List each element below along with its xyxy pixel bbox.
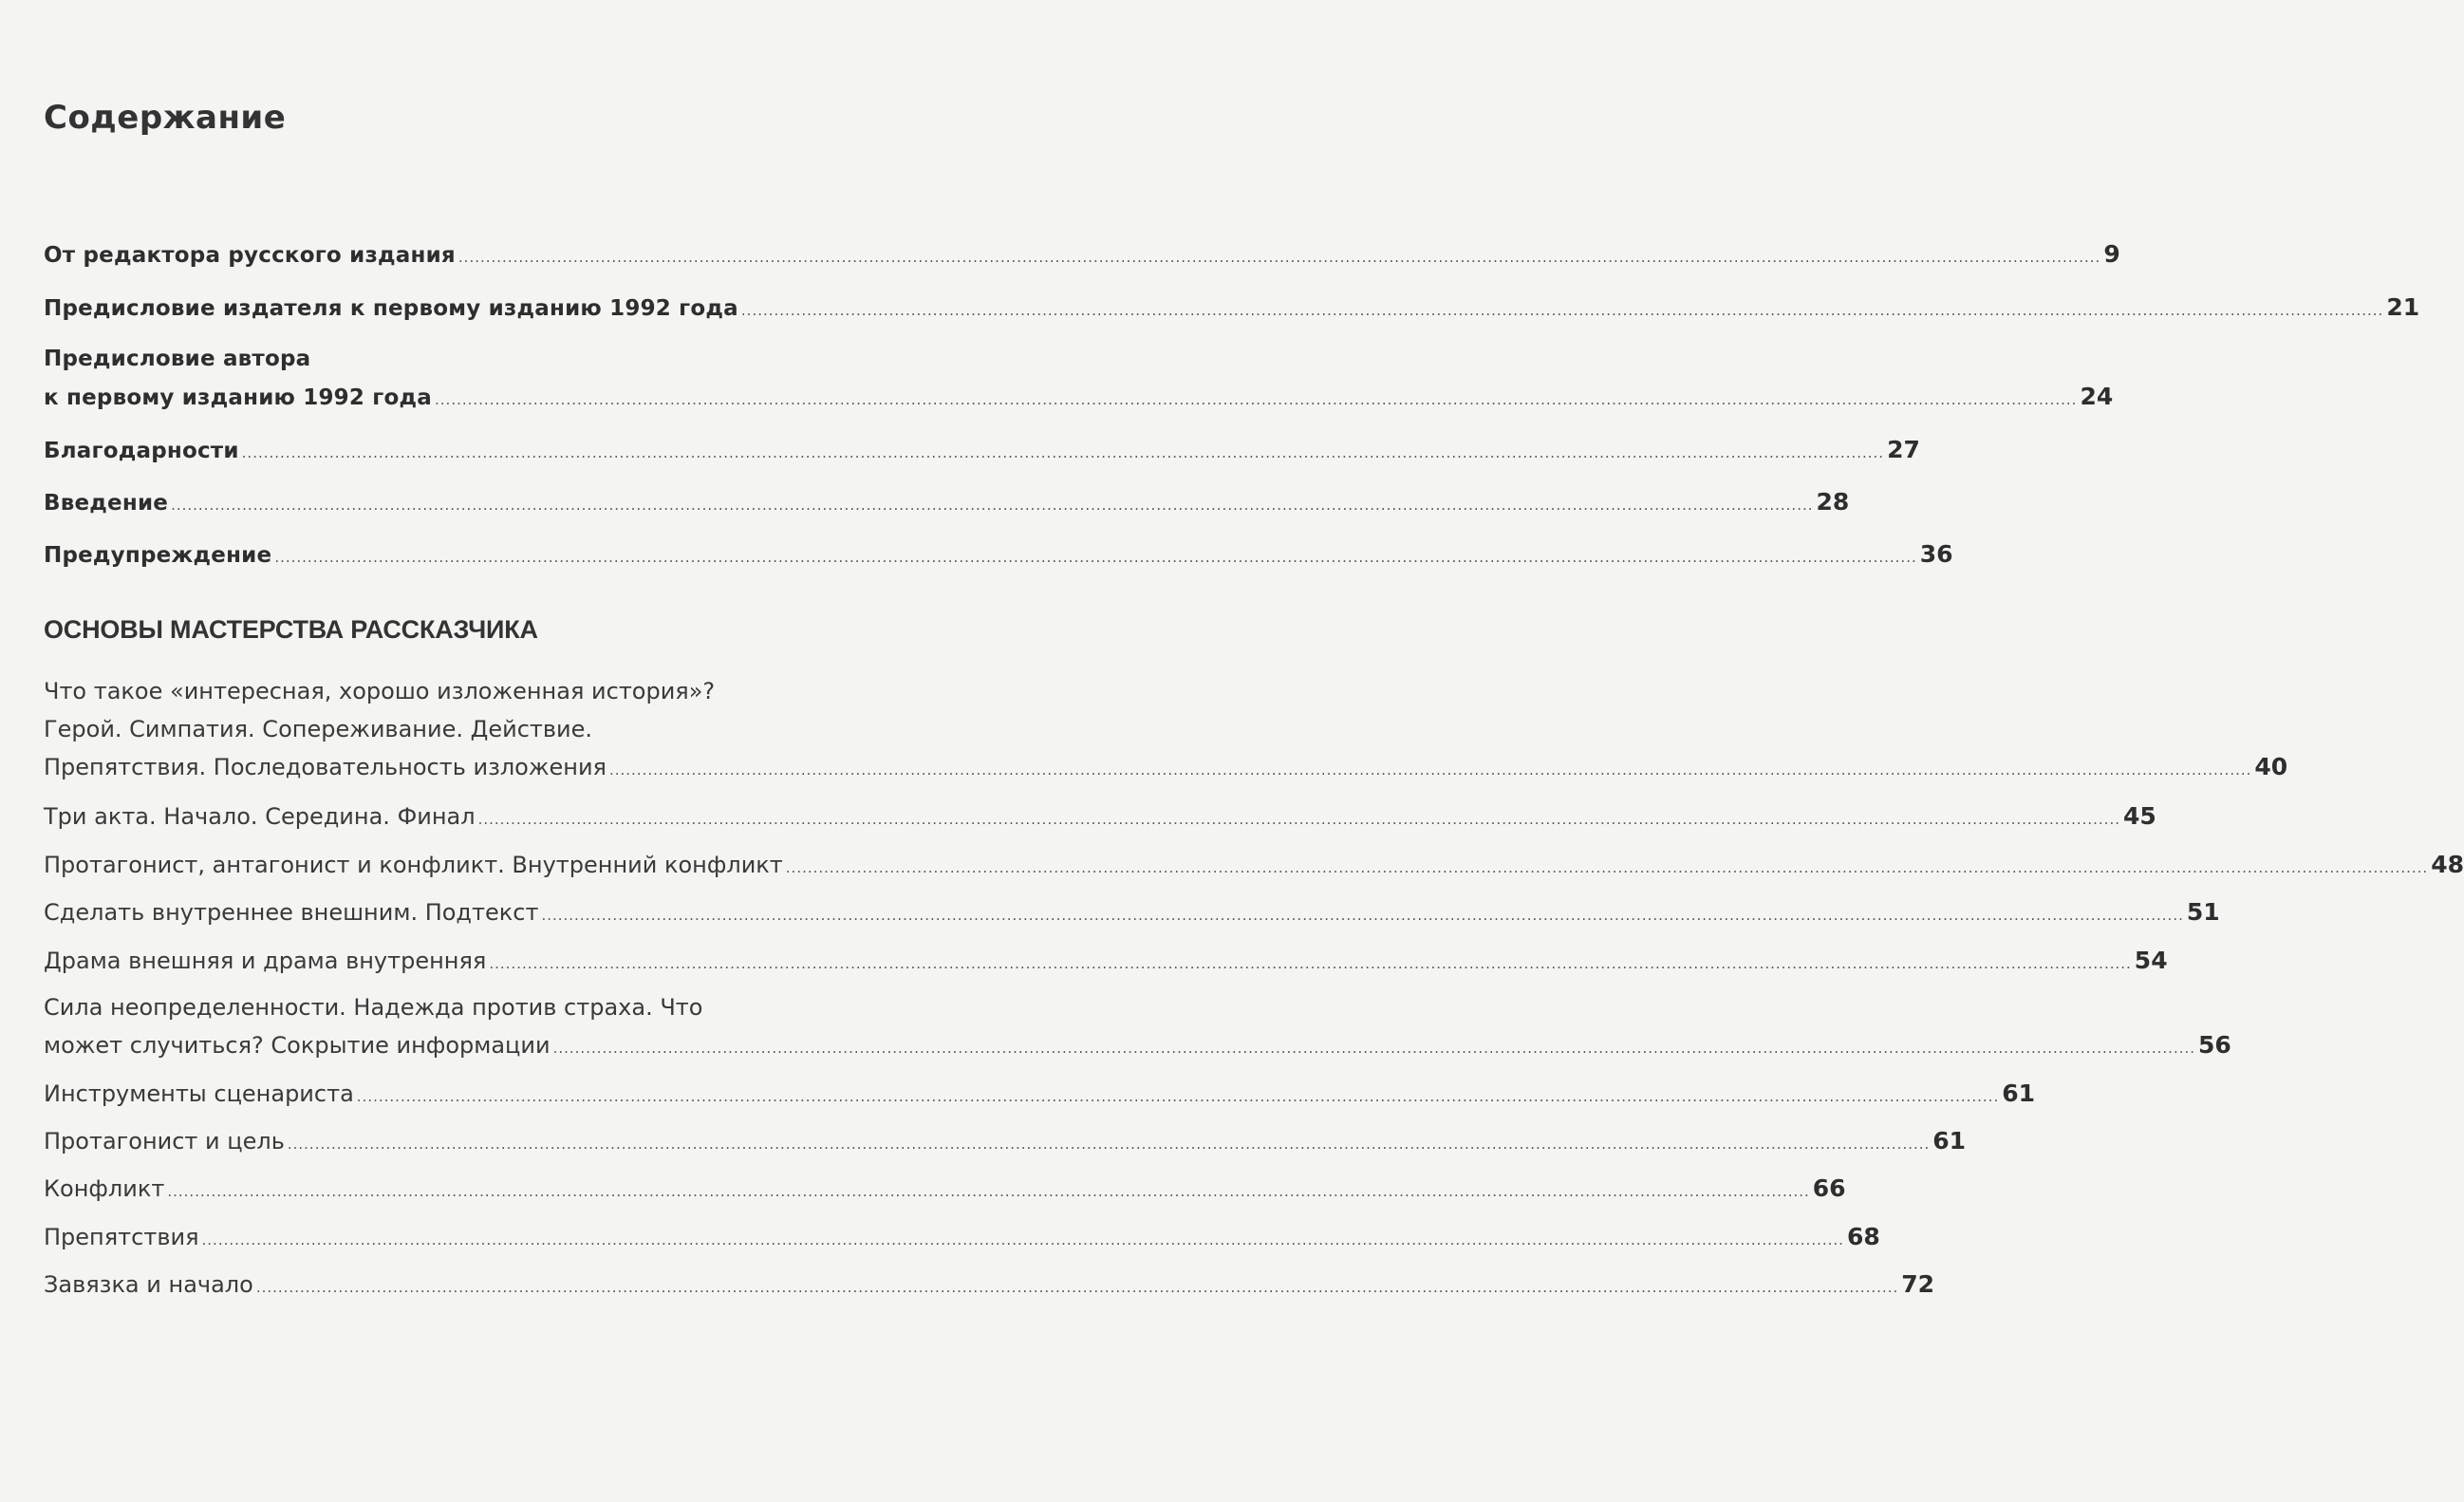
toc-page-number: 9 xyxy=(2103,240,2120,268)
dot-leader: ............................................................................................................................................................................................................................................................................................................ xyxy=(552,1040,2196,1057)
toc-entry-title: Препятствия xyxy=(44,1224,199,1250)
toc-entry-story[interactable] xyxy=(44,672,2288,786)
toc-entry-goal[interactable] xyxy=(44,1122,1967,1160)
toc-entry-conflict[interactable] xyxy=(44,1170,1846,1208)
toc-entry-drama[interactable] xyxy=(44,942,2168,980)
toc-entry-title: Завязка и начало xyxy=(44,1271,253,1298)
toc-entry-title: От редактора русского издания xyxy=(44,243,456,268)
toc-page-number: 66 xyxy=(1812,1174,1846,1202)
toc-entry-publisher-preface[interactable] xyxy=(44,289,2420,327)
toc-entry-title: Введение xyxy=(44,491,169,516)
dot-leader: ............................................................................................................................................................................................................................................................................................................ xyxy=(274,549,1917,566)
toc-entry-title: Конфликт xyxy=(44,1175,165,1202)
dot-leader: ............................................................................................................................................................................................................................................................................................................ xyxy=(255,1279,1899,1296)
dot-leader: ............................................................................................................................................................................................................................................................................................................ xyxy=(785,859,2429,876)
toc-page-number: 72 xyxy=(1901,1270,1935,1298)
dot-leader: ............................................................................................................................................................................................................................................................................................................ xyxy=(287,1136,1931,1153)
toc-page-number: 61 xyxy=(1932,1127,1967,1155)
toc-page-number: 24 xyxy=(2080,383,2114,410)
dot-leader: ............................................................................................................................................................................................................................................................................................................ xyxy=(356,1088,2000,1105)
toc-entry-title-line: Предисловие автора xyxy=(44,347,311,371)
toc-page-number: 56 xyxy=(2198,1031,2231,1059)
dot-leader: ............................................................................................................................................................................................................................................................................................................ xyxy=(201,1231,1844,1249)
toc-entry-title: Три акта. Начало. Середина. Финал xyxy=(44,803,476,830)
dot-leader: ............................................................................................................................................................................................................................................................................................................ xyxy=(477,811,2120,828)
toc-page-number: 51 xyxy=(2186,898,2220,926)
toc-entry-title: может случиться? Сокрытие информации xyxy=(44,1032,551,1059)
toc-entry-three-acts[interactable] xyxy=(44,798,2156,835)
toc-entry-subtext[interactable] xyxy=(44,893,2220,931)
toc-page-number: 21 xyxy=(2386,293,2420,321)
toc-entry-title: Инструменты сценариста xyxy=(44,1080,354,1107)
toc-entry-title: Препятствия. Последовательность изложения xyxy=(44,754,607,780)
toc-entry-title: Предупреждение xyxy=(44,543,272,568)
dot-leader: ............................................................................................................................................................................................................................................................................................................ xyxy=(608,761,2252,779)
dot-leader: ............................................................................................................................................................................................................................................................................................................ xyxy=(167,1183,1810,1200)
toc-page-number: 48 xyxy=(2431,851,2464,878)
toc-entry-introduction[interactable] xyxy=(44,483,1850,521)
toc-page-number: 54 xyxy=(2134,947,2168,974)
toc-entry-title: Протагонист, антагонист и конфликт. Внутренний конфликт xyxy=(44,852,783,878)
dot-leader: ............................................................................................................................................................................................................................................................................................................ xyxy=(740,302,2384,319)
toc-entry-title-line: Что такое «интересная, хорошо изложенная история»? xyxy=(44,678,716,704)
toc-page-number: 28 xyxy=(1816,488,1850,516)
toc-entry-title: к первому изданию 1992 года xyxy=(44,385,433,410)
toc-entry-acknowledgements[interactable] xyxy=(44,431,1920,469)
toc-entry-tools[interactable] xyxy=(44,1075,2036,1113)
dot-leader: ............................................................................................................................................................................................................................................................................................................ xyxy=(457,249,2101,266)
dot-leader: ............................................................................................................................................................................................................................................................................................................ xyxy=(435,391,2078,408)
toc-entry-warning[interactable] xyxy=(44,535,1953,573)
toc-entry-editor-foreword[interactable] xyxy=(44,235,2120,273)
toc-entry-setup[interactable] xyxy=(44,1266,1935,1304)
toc-entry-title-line: Сила неопределенности. Надежда против страха. Что xyxy=(44,994,703,1021)
dot-leader: ............................................................................................................................................................................................................................................................................................................ xyxy=(171,497,1814,514)
toc-entry-obstacles[interactable] xyxy=(44,1218,1880,1256)
toc-entry-title: Драма внешняя и драма внутренняя xyxy=(44,948,487,974)
page-title: Содержание xyxy=(44,99,287,137)
toc-entry-title: Протагонист и цель xyxy=(44,1128,285,1155)
toc-entry-title: Предисловие издателя к первому изданию 1992 года xyxy=(44,296,738,321)
toc-page-number: 40 xyxy=(2254,753,2288,780)
toc-entry-title: Сделать внутреннее внешним. Подтекст xyxy=(44,899,539,926)
toc-entry-uncertainty[interactable] xyxy=(44,988,2231,1064)
toc-entry-title: Благодарности xyxy=(44,439,239,463)
toc-entry-protagonist-antagonist[interactable] xyxy=(44,846,2464,884)
toc-entry-title-line: Герой. Симпатия. Сопереживание. Действие. xyxy=(44,716,593,742)
section-title: ОСНОВЫ МАСТЕРСТВА РАССКАЗЧИКА xyxy=(44,615,538,644)
toc-page-number: 68 xyxy=(1846,1223,1880,1250)
toc-page-number: 45 xyxy=(2122,802,2156,830)
dot-leader: ............................................................................................................................................................................................................................................................................................................ xyxy=(241,444,1885,461)
toc-entry-author-preface[interactable] xyxy=(44,340,2114,416)
toc-page-number: 36 xyxy=(1919,540,1953,568)
dot-leader: ............................................................................................................................................................................................................................................................................................................ xyxy=(489,955,2132,972)
toc-page-number: 61 xyxy=(2002,1080,2036,1107)
dot-leader: ............................................................................................................................................................................................................................................................................................................ xyxy=(541,907,2184,924)
toc-page-number: 27 xyxy=(1887,436,1920,463)
